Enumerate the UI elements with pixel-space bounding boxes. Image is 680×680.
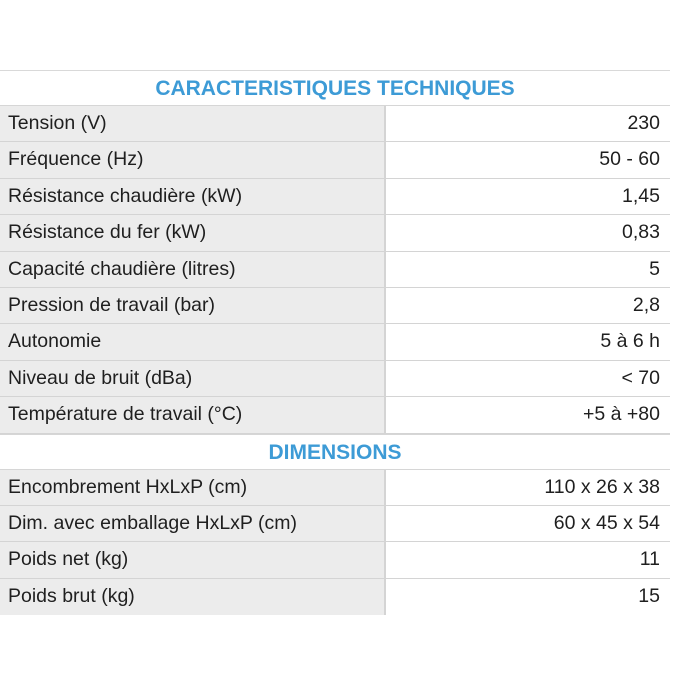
- spec-label: Dim. avec emballage HxLxP (cm): [0, 506, 386, 541]
- table-row: [0, 324, 670, 360]
- table-row: [0, 506, 670, 542]
- section-title-technical: CARACTERISTIQUES TECHNIQUES: [0, 70, 670, 106]
- spec-label: Poids net (kg): [0, 542, 386, 577]
- spec-sheet: [0, 70, 670, 615]
- table-row: [0, 142, 670, 178]
- spec-value: 5 à 6 h: [386, 324, 670, 359]
- spec-label: Poids brut (kg): [0, 579, 386, 615]
- section-title-dimensions: DIMENSIONS: [0, 434, 670, 470]
- spec-value: 60 x 45 x 54: [386, 506, 670, 541]
- spec-label: Encombrement HxLxP (cm): [0, 470, 386, 505]
- table-row: [0, 106, 670, 142]
- table-row: [0, 361, 670, 397]
- spec-label: Résistance du fer (kW): [0, 215, 386, 250]
- table-row: [0, 579, 670, 615]
- spec-label: Fréquence (Hz): [0, 142, 386, 177]
- spec-value: 110 x 26 x 38: [386, 470, 670, 505]
- table-row: [0, 470, 670, 506]
- spec-value: +5 à +80: [386, 397, 670, 432]
- table-row: [0, 215, 670, 251]
- table-row: [0, 179, 670, 215]
- spec-value: 0,83: [386, 215, 670, 250]
- spec-value: 11: [386, 542, 670, 577]
- spec-label: Capacité chaudière (litres): [0, 252, 386, 287]
- spec-value: 2,8: [386, 288, 670, 323]
- spec-label: Pression de travail (bar): [0, 288, 386, 323]
- spec-label: Niveau de bruit (dBa): [0, 361, 386, 396]
- spec-value: 230: [386, 106, 670, 141]
- spec-value: 50 - 60: [386, 142, 670, 177]
- spec-label: Résistance chaudière (kW): [0, 179, 386, 214]
- table-row: [0, 397, 670, 433]
- table-row: [0, 542, 670, 578]
- spec-label: Autonomie: [0, 324, 386, 359]
- spec-value: 1,45: [386, 179, 670, 214]
- table-row: [0, 288, 670, 324]
- spec-label: Température de travail (°C): [0, 397, 386, 432]
- spec-value: 5: [386, 252, 670, 287]
- table-row: [0, 252, 670, 288]
- spec-value: 15: [386, 579, 670, 615]
- spec-label: Tension (V): [0, 106, 386, 141]
- dimensions-table: [0, 470, 670, 616]
- technical-specs-table: [0, 106, 670, 434]
- spec-value: < 70: [386, 361, 670, 396]
